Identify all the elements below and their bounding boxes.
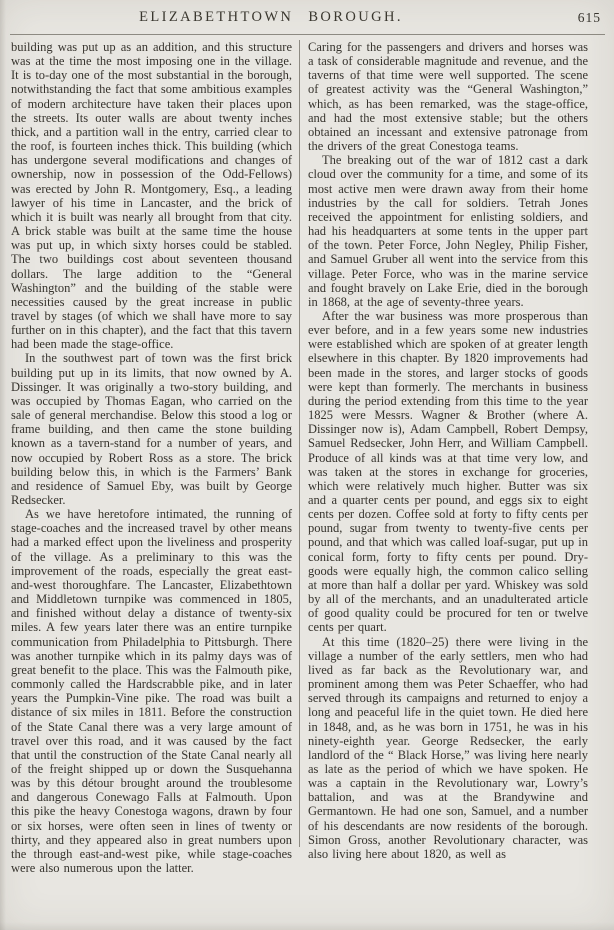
paragraph-continuation: building was put up as an addition, and this structure was at the time the most imposing one in the village. It is to-day one of the most substantial in the borough, notwithstanding the fact that some ambitious examples of modern architecture have taken their places upon the streets. Its outer walls are about twenty inches thick, and a partition wall in the entry, carried clear to the roof, is fourteen inches thick. This building (which has undergone several modifications and changes of ownership, now in possession of the Odd-Fellows) was erected by John R. Montgomery, Esq., a leading lawyer of his time in Lancaster, and the brick of which it is built was nearly all brought from that city. A brick stable was built at the same time the house was put up, in which sixty horses could be stabled. The two buildings cost about seventeen thousand dollars. The large addition to the “General Washington” and the building of the stable were necessities caused by the great increase in public travel by stages (of which we shall have more to say further on in this chapter), and the fact that this tavern had been made the stage-office.	[11, 40, 292, 352]
paragraph-continuation: Caring for the passengers and drivers and horses was a task of considerable magnitude and revenue, and the taverns of that time were well supported. The scene of greatest activity was the “General Washington,” which, as has been remarked, was the stage-office, and had the most extensive stable; but the others obtained an incessant and extensive patronage from the drivers of the great Conestoga teams.	[308, 40, 588, 154]
page-title: ELIZABETHTOWN BOROUGH.	[139, 9, 403, 25]
paragraph: The breaking out of the war of 1812 cast a dark cloud over the community for a time, and some of its most active men were drawn away from their home industries by the call for soldiers. Tetrah Jones received the appointment for enlisting soldiers, and had his headquarters at some tents in the upper part of the town. Peter Force, John Negley, Philip Fisher, and Samuel Gruber all went into the service from this village. Peter Force, who was in the marine service and fought bravely on Lake Erie, died in the borough in 1868, at the age of seventy-three years.	[308, 153, 588, 309]
right-column	[300, 40, 588, 875]
paragraph: In the southwest part of town was the first brick building put up in its limits, that now owned by A. Dissinger. It was originally a two-story building, and was occupied by Thomas Eagan, who carried on the sale of general merchandise. Below this stood a log or frame building, and then came the stone building known as a tavern-stand for a number of years, and now occupied by Robert Ross as a store. The brick building below this, in which is the Farmers’ Bank and residence of Samuel Eby, was built by George Redsecker.	[11, 351, 292, 507]
running-head	[0, 0, 614, 30]
paragraph: At this time (1820–25) there were living in the village a number of the early settlers, men who had lived as far back as the Revolutionary war, and prominent among them was Peter Schaeffer, who had served through its campaigns and returned to enjoy a long and peaceful life in the quiet town. He died here in 1848, and, as he was born in 1751, he was in his ninety-eighth year. George Redsecker, the early landlord of the “ Black Horse,” was living here nearly as late as the period of which we have spoken. He was a captain in the Revolutionary war, Lowry’s battalion, and was at the Brandywine and Germantown. He had one son, Samuel, and a number of his descendants are now residents of the borough. Simon Gross, another Revolutionary character, was also living here about 1820, as well as	[308, 634, 588, 861]
left-column	[11, 40, 299, 875]
text-columns	[0, 35, 614, 875]
page-number: 615	[577, 10, 601, 25]
paragraph: As we have heretofore intimated, the running of stage-coaches and the increased travel by other means had a marked effect upon the liveliness and prosperity of the village. As a preliminary to this was the improvement of the roads, especially the great east-and-west thoroughfare. The Lancaster, Elizabethtown and Middletown turnpike was commenced in 1805, and finished without delay a distance of twenty-six miles. A few years later there was an entire turnpike communication from Philadelphia to Pittsburgh. There was another turnpike which in its palmy days was of great benefit to the place. This was the Falmouth pike, commonly called the Hardscrabble pike, and in later years the Pumpkin-Vine pike. The road was built a distance of six miles in 1811. Before the construction of the State Canal there was a very large amount of travel over this road, and it was caused by the fact that until the construction of the State Canal nearly all of the freight shipped up or down the Susquehanna was by this détour brought around the troublesome and dangerous Conewago Falls at Falmouth. Upon this pike the heavy Conestoga wagons, drawn by four or six horses, were often seen in lines of twenty or thirty, and they appeared also in great numbers upon the through east-and-west pike, while stage-coaches were also numerous upon the latter.	[11, 507, 292, 876]
paragraph: After the war business was more prosperous than ever before, and in a few years some new industries were established which are spoken of at greater length elsewhere in this chapter. By 1820 improvements had been made in the stores, and larger stocks of goods were kept than formerly. The merchants in business during the period extending from this time to the year 1825 were Messrs. Wagner & Brother (where A. Dissinger now is), Adam Campbell, Robert Dempsy, Samuel Redsecker, John Herr, and William Campbell. Produce of all kinds was at that time very low, and was taken at the stores in exchange for groceries, which were relatively much higher. Butter was six and a quarter cents per pound, and eggs six to eight cents per dozen. Coffee sold at forty to fifty cents per pound, sugar from twenty to twenty-five cents per pound, and that which was called loaf-sugar, put up in conical form, forty to fifty cents per pound. Dry-goods were equally high, the common calico selling at more than half a dollar per yard. Whiskey was sold by all of the merchants, and an unadulterated article of good quality could be procured for ten or twelve cents per quart.	[308, 308, 588, 635]
